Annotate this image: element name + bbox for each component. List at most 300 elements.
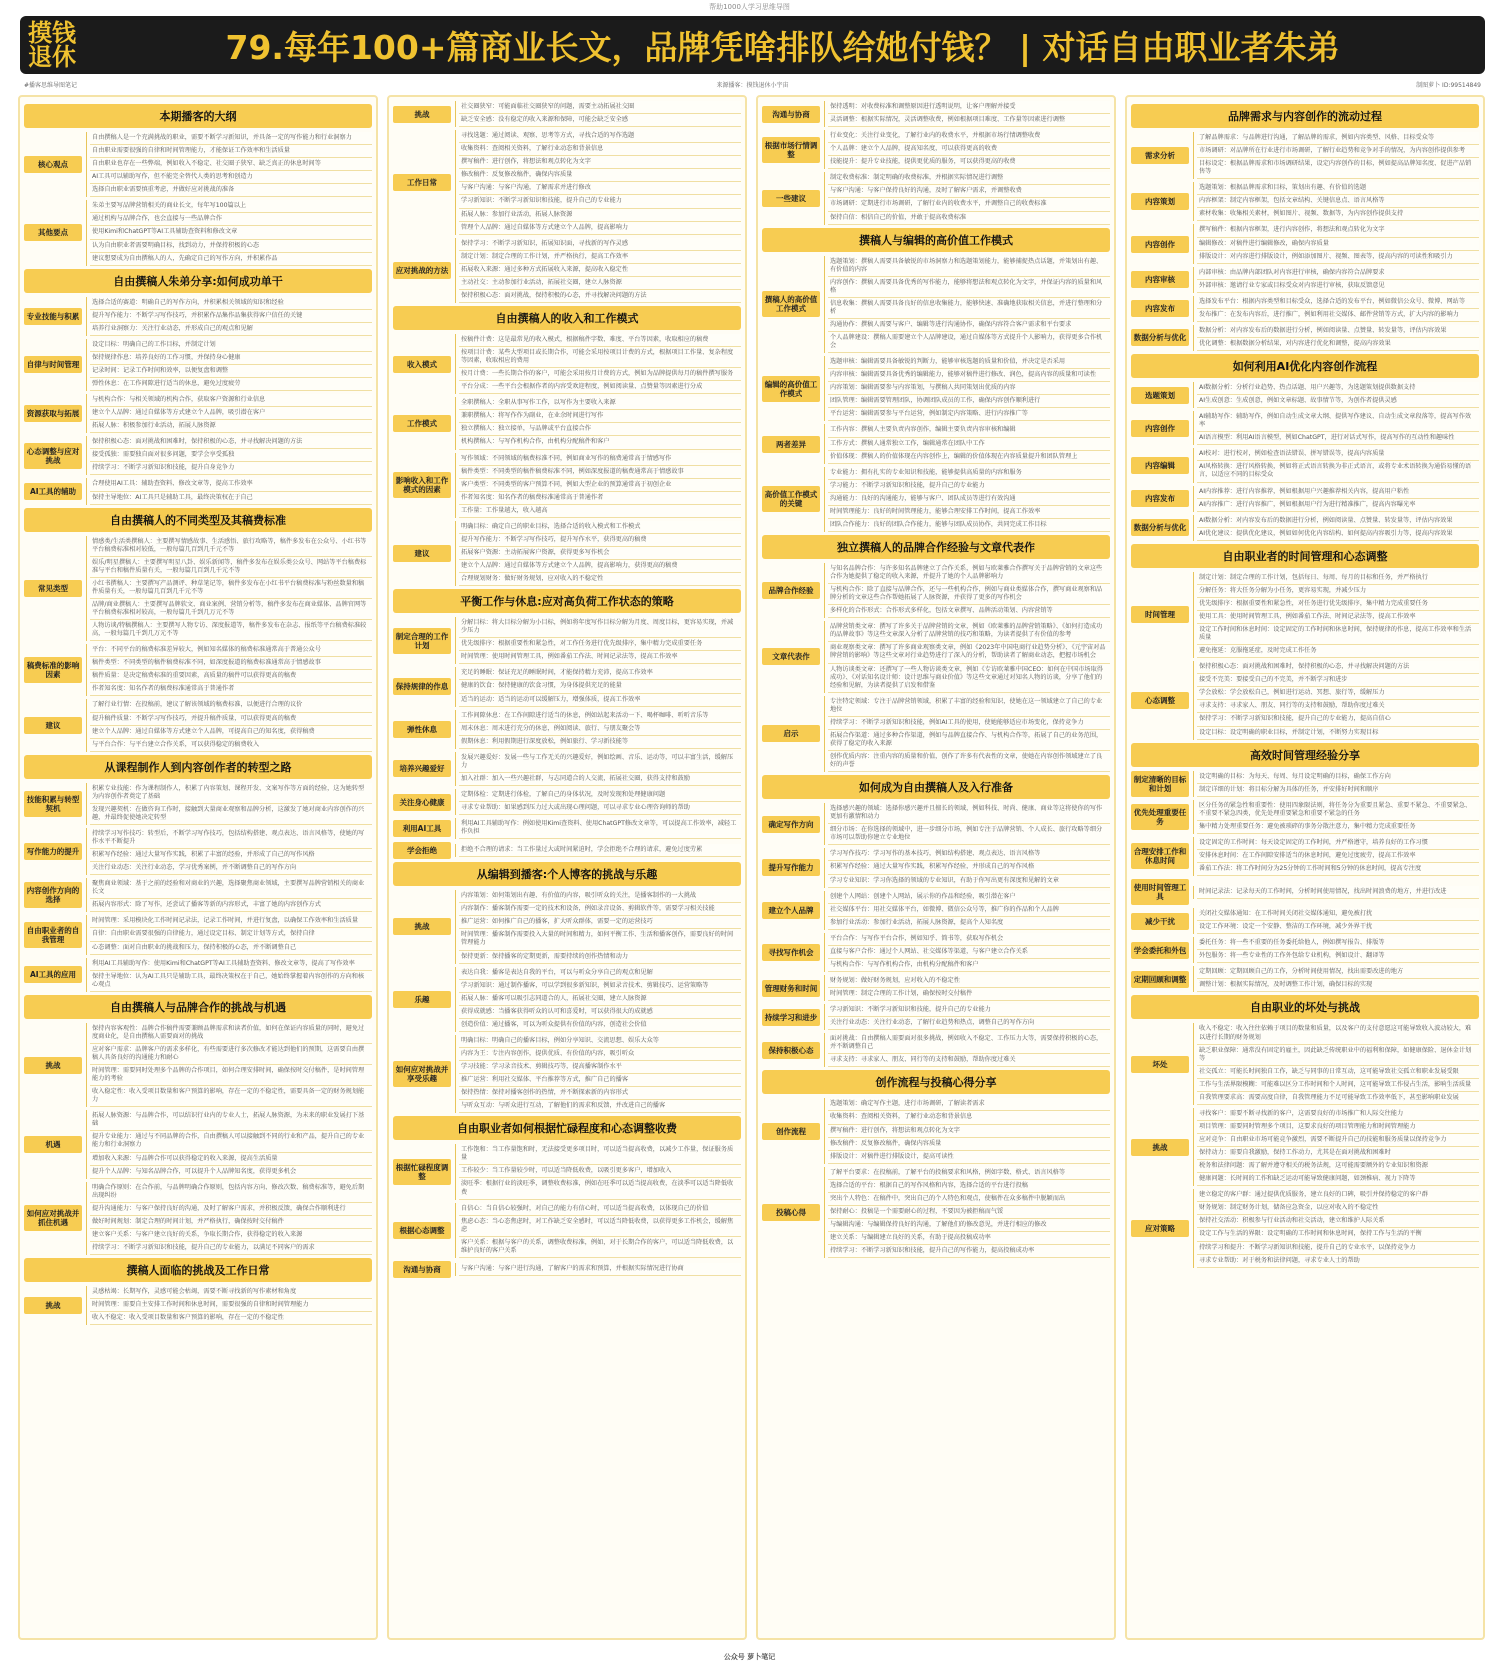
topic-group	[393, 130, 741, 235]
topic-item: 学习新知识：不断学习新知识和技能，提升自己的专业能力	[459, 195, 741, 208]
topic-items	[455, 334, 741, 394]
topic-items	[1193, 1023, 1479, 1104]
topic-label: 提升写作能力	[762, 859, 820, 876]
topic-group	[24, 478, 372, 504]
topic-item: 积累专业技能：作为课程制作人，积累了内容策划、课程开发、文案写作等方面的经验，这为她转型为内容创作者奠定了基础	[90, 783, 372, 804]
topic-label: 撰稿人的高价值工作模式	[762, 291, 820, 317]
topic-label: 学会委托和外包	[1131, 942, 1189, 959]
topic-item: 明确目标：确定自己的职业目标，选择合适的收入模式和工作模式	[459, 521, 741, 534]
topic-items	[86, 878, 372, 912]
hashtag-label: #播客思维导图笔记	[24, 82, 78, 89]
topic-item: 内容创作：撰稿人需要具备优秀的写作能力，能够将想法和观点转化为文字，并保证内容的质量和风格	[828, 277, 1110, 298]
topic-group	[1131, 1189, 1479, 1267]
topic-items	[824, 975, 1110, 1001]
topic-items	[824, 256, 1110, 354]
topic-label: 内容审核	[1131, 271, 1189, 288]
topic-label: 挑战	[24, 1057, 82, 1074]
page-title: 79.每年100+篇商业长文，品牌凭啥排队给她付钱？ | 对话自由职业者朱弟	[225, 27, 1340, 67]
topic-item: 社交孤立：可能长时间独自工作，缺乏与同事的日常互动，这可能导致社交孤立和职业发展受限	[1197, 1066, 1479, 1079]
section-title: 撰稿人与编辑的高价值工作模式	[762, 228, 1110, 252]
topic-item: 平台：不同平台的稿费标准差异较大，例如知名媒体的稿费标准通常高于普通公众号	[90, 644, 372, 657]
topic-item: 分解目标：将大目标分解为小目标，例如将年度写作目标分解为月度、周度目标，更容易实现，并减少压力	[459, 617, 741, 638]
topic-items	[824, 172, 1110, 224]
topic-group	[762, 975, 1110, 1001]
topic-label: 技能积累与转型契机	[24, 791, 82, 817]
topic-item: 表达自我：播客是表达自我的平台，可以与听众分享自己的观点和见解	[459, 967, 741, 980]
topic-label: 影响收入和工作模式的因素	[393, 472, 451, 498]
topic-item: 适当的运动：适当的运动可以缓解压力，增强体质，提高工作效率	[459, 694, 741, 707]
topic-group	[1131, 771, 1479, 797]
topic-group	[1131, 382, 1479, 408]
topic-item: 合理规划财务：做好财务规划，应对收入的不稳定性	[459, 573, 741, 586]
topic-label: 制定合理的工作计划	[393, 628, 451, 654]
topic-item: 撰写稿件：进行创作，将想法和观点转化为文字	[459, 156, 741, 169]
topic-label: 高价值工作模式的关键	[762, 486, 820, 512]
topic-item: 优先级排序：根据重要性和紧急性，对工作任务进行优先级排序，集中精力完成重要任务	[459, 638, 741, 651]
topic-group	[393, 842, 741, 859]
topic-items	[1193, 132, 1479, 179]
topic-item: 积累写作经验：通过大量写作实践，积累写作经验，并形成自己的写作风格	[828, 861, 1110, 874]
topic-label: 内容创作	[1131, 420, 1189, 437]
topic-label: 内容编辑	[1131, 457, 1189, 474]
topic-item: 内容制作：播客制作需要一定的技术和设备，例如录音设备、剪辑软件等，需要学习相关技能	[459, 903, 741, 916]
topic-item: AI辅助写作：辅助写作，例如自动生成文章大纲、提供写作建议、自动生成文章段落等，提高写作效率	[1197, 411, 1479, 432]
topic-item: 弹性休息：在工作间隙进行适当的休息，避免过度疲劳	[90, 378, 372, 391]
topic-item: 持续学习：不断学习新知识和技能，提升自己的专业能力，以满足不同客户的需求	[90, 1242, 372, 1255]
topic-group	[762, 1098, 1110, 1163]
topic-items	[86, 644, 372, 696]
topic-item: 自由职业需要很强的自律和时间管理能力，才能保证工作效率和生活质量	[90, 145, 372, 158]
topic-item: 管理个人品牌：通过自媒体等方式建立个人品牌，提高影响力	[459, 222, 741, 235]
topic-items	[455, 521, 741, 586]
topic-item: 利用AI工具辅助写作：使用Kimi和ChatGPT等AI工具辅助查资料、修改文章等，提高了写作效率	[90, 958, 372, 971]
topic-item: 项目管理：需要同时管理多个项目，这要求良好的项目管理能力和时间管理能力	[1197, 1121, 1479, 1134]
topic-group	[1131, 267, 1479, 293]
topic-item: 优化调整：根据数据分析结果，对内容进行优化和调整，提高内容效果	[1197, 338, 1479, 351]
topic-item: 时间管理：制定合理的工作计划，确保按时交付稿件	[828, 988, 1110, 1001]
topic-item: 设定工作环境：设定一个安静、整洁的工作环境，减少外界干扰	[1197, 921, 1479, 934]
topic-group	[1131, 837, 1479, 876]
section-title: 独立撰稿人的品牌合作经验与文章代表作	[762, 535, 1110, 559]
topic-item: 保持热情：保持对播客创作的热情，并不断探索新的内容形式	[459, 1087, 741, 1100]
topic-group	[393, 1203, 741, 1258]
topic-label: 如何应对挑战并抓住机遇	[24, 1205, 82, 1231]
topic-group	[1131, 661, 1479, 739]
topic-items	[455, 101, 741, 127]
topic-group	[1131, 879, 1479, 905]
topic-item: 团队管理：编辑需要管理团队，协调团队成员的工作，确保内容创作顺利进行	[828, 395, 1110, 408]
topic-items	[86, 1286, 372, 1325]
topic-item: 建议想要成为自由撰稿人的人，先确定自己的写作方向，并积累作品	[90, 253, 372, 266]
topic-label: 内容创作	[1131, 236, 1189, 253]
topic-group	[1131, 182, 1479, 221]
topic-group	[762, 256, 1110, 354]
topic-label: 资源获取与拓展	[24, 405, 82, 422]
topic-label: 应对挑战的方法	[393, 262, 451, 279]
topic-item: 合理使用AI工具：辅助查资料、修改文章等，提高工作效率	[90, 478, 372, 491]
topic-item: 修改稿件：反复修改稿件，确保内容质量	[828, 1138, 1110, 1151]
topic-item: 区分任务的紧急性和重要性：使用四象限法则，将任务分为重要且紧急、重要不紧急、不重要紧急、不重要不紧急四类，优先处理重要紧急和重要不紧急的任务	[1197, 800, 1479, 821]
topic-label: 常见类型	[24, 580, 82, 597]
topic-item: 推广运营：如何推广自己的播客，扩大听众群体，需要一定的运营技巧	[459, 916, 741, 929]
topic-group	[393, 752, 741, 786]
topic-item: 工作饱和：当工作量饱和时，无法接受更多项目时，可以适当提高收费，以减少工作量，保证服务质量	[459, 1144, 741, 1165]
topic-group	[24, 828, 372, 875]
section-title: 高效时间管理经验分享	[1131, 743, 1479, 767]
topic-group	[24, 1182, 372, 1255]
topic-label: 使用时间管理工具	[1131, 879, 1189, 905]
topic-label: 心态调整与应对挑战	[24, 443, 82, 469]
topic-label: 根据心态调整	[393, 1222, 451, 1239]
section-title: 自由职业的坏处与挑战	[1131, 995, 1479, 1019]
topic-items	[824, 424, 1110, 463]
topic-label: 内容创作方向的选择	[24, 882, 82, 908]
topic-label: 培养兴趣爱好	[393, 760, 451, 777]
topic-item: 行业变化：关注行业变化，了解行业内的收费水平，并根据市场行情调整收费	[828, 130, 1110, 143]
topic-item: 时间管理：需要自主安排工作时间和休息时间，需要很强的自律和时间管理能力	[90, 1299, 372, 1312]
topic-group	[393, 1261, 741, 1278]
topic-items	[824, 803, 1110, 845]
topic-label: 选题策划	[1131, 387, 1189, 404]
topic-label: 沟通与协商	[393, 1261, 451, 1278]
topic-item: AI数据分析：分析行业趋势、热点话题、用户兴趣等，为选题策划提供数据支持	[1197, 382, 1479, 395]
topic-item: 时间管理：播客制作需要投入大量的时间和精力，如何平衡工作、生活和播客创作，需要良好的时间管理能力	[459, 929, 741, 950]
topic-label: 工作模式	[393, 415, 451, 432]
top-caption: 帮助1000人学习思维导图	[709, 3, 790, 11]
topic-group	[24, 878, 372, 912]
topic-label: 坏处	[1131, 1056, 1189, 1073]
topic-item: 假期休息：利用假期进行深度放松，例如旅行、学习新技能等	[459, 736, 741, 749]
topic-label: 两者差异	[762, 436, 820, 453]
topic-item: 设定目标：明确自己的工作目标，并制定计划	[90, 339, 372, 352]
topic-item: 拓展收入来源：通过多种方式拓展收入来源，提高收入稳定性	[459, 264, 741, 277]
topic-group	[393, 453, 741, 518]
topic-item: 内容框架：制定内容框架，包括文章结构、关键信息点、语言风格等	[1197, 195, 1479, 208]
section-title: 从编辑到播客:个人博客的挑战与乐趣	[393, 862, 741, 886]
topic-item: 制定计划：制定合理的工作计划，包括每日、每周、每月的目标和任务，并严格执行	[1197, 572, 1479, 585]
topic-item: 制定详细的计划：将目标分解为具体的任务，并安排好时间和顺序	[1197, 784, 1479, 797]
topic-item: 接受孤独：需要独自面对很多问题，要学会享受孤独	[90, 449, 372, 462]
topic-item: 内容策划：如何策划出有趣、有价值的内容，吸引听众的关注，是播客制作的一大挑战	[459, 890, 741, 903]
topic-item: 与客户沟通：与客户保持良好的沟通，及时了解客户需求，并调整收费	[828, 185, 1110, 198]
topic-item: 创造价值：通过播客，可以为听众提供有价值的内容，创造社会价值	[459, 1019, 741, 1032]
topic-item: 拓展人脉：积极参加行业活动，拓展人脉资源	[90, 420, 372, 433]
topic-item: 明确目标：明确自己的播客目标，例如分享知识、交流思想、娱乐大众等	[459, 1035, 741, 1048]
topic-item: 商业观察类文章：撰写了许多商业观察类文章，例如《2023年中国电商行业趋势分析》、《元宇宙对品牌营销的影响》等这些文章对行业趋势进行了深入的分析，帮助读者了解商业动态，把握市场机会	[828, 642, 1110, 663]
topic-group	[762, 356, 1110, 421]
topic-group	[762, 803, 1110, 845]
section-title: 自由撰稿人朱弟分享:如何成功单干	[24, 269, 372, 293]
topic-label: 挑战	[1131, 1139, 1189, 1156]
topic-item: 客户关系：根据与客户的关系，调整收费标准，例如，对于长期合作的客户，可以适当降低收费，以维护良好的客户关系	[459, 1237, 741, 1258]
topic-item: 多样化的合作形式：合作形式多样化，包括文章撰写、品牌活动策划、内容营销等	[828, 605, 1110, 618]
topic-item: 独立撰稿人：独立接单，与品牌或平台直接合作	[459, 423, 741, 436]
topic-item: 寻找客户：需要不断寻找新的客户，这需要良好的市场推广和人际交往能力	[1197, 1108, 1479, 1121]
topic-item: 撰写稿件：根据内容框架，进行内容创作，将想法和观点转化为文字	[1197, 224, 1479, 237]
topic-item: 工作方式：撰稿人通常独立工作，编辑通常在团队中工作	[828, 438, 1110, 451]
topic-item: 与客户沟通：与客户沟通，了解需求并进行修改	[459, 182, 741, 195]
topic-label: 挑战	[393, 918, 451, 935]
topic-group	[762, 621, 1110, 692]
topic-group	[393, 1144, 741, 1199]
topic-group	[762, 563, 1110, 618]
topic-item: 工作较少：当工作量较少时，可以适当降低收费，以吸引更多客户，增加收入	[459, 1165, 741, 1178]
topic-item: 拓展客户资源：主动拓展客户资源，获得更多写作机会	[459, 547, 741, 560]
topic-group	[762, 1167, 1110, 1258]
section-title: 创作流程与投稿心得分享	[762, 1070, 1110, 1094]
topic-item: 保持社交活动：积极参与行业活动和社交活动，建立和维护人际关系	[1197, 1215, 1479, 1228]
topic-label: 优先处理重要任务	[1131, 804, 1189, 830]
topic-items	[1193, 908, 1479, 934]
topic-items	[455, 1035, 741, 1113]
topic-item: 客户类型：不同类型的客户预算不同，例如大型企业的预算通常高于初创企业	[459, 479, 741, 492]
topic-items	[1193, 837, 1479, 876]
section-title: 从课程制作人到内容创作者的转型之路	[24, 755, 372, 779]
topic-item: 与机构合作：与写作机构合作，由机构分配稿件和客户	[828, 959, 1110, 972]
topic-label: 内容发布	[1131, 490, 1189, 507]
topic-group	[762, 696, 1110, 772]
topic-label: 时间管理	[1131, 606, 1189, 623]
topic-item: 灵感枯竭：长期写作，灵感可能会枯竭，需要不断寻找新的写作素材和角度	[90, 1286, 372, 1299]
topic-item: 保持透明：对收费标准和调整原因进行透明说明，让客户理解并接受	[828, 101, 1110, 114]
topic-item: 主动社交：主动参加行业活动，拓展社交圈，建立人脉资源	[459, 277, 741, 290]
topic-item: 寻求支持：寻求家人、朋友、同行等的支持和鼓励，帮助你度过难关	[1197, 700, 1479, 713]
topic-item: 个人品牌：建立个人品牌，提高知名度，可以获得更高的收费	[828, 143, 1110, 156]
topic-items	[824, 130, 1110, 169]
topic-item: 健康问题：长时间的工作和缺乏运动可能导致健康问题，如颈椎病、视力下降等	[1197, 1173, 1479, 1186]
topic-item: 选择合适的平台：根据自己的写作风格和内容，选择合适的平台进行投稿	[828, 1180, 1110, 1193]
topic-group	[1131, 966, 1479, 992]
topic-group	[1131, 937, 1479, 963]
topic-label: 保持积极心态	[762, 1042, 820, 1059]
topic-item: 财务规划：做好财务规划，应对收入的不稳定性	[828, 975, 1110, 988]
topic-item: AI内容推广：进行内容推广，例如根据用户行为进行精准推广，提高内容曝光率	[1197, 499, 1479, 512]
section-title: 如何利用AI优化内容创作流程	[1131, 354, 1479, 378]
topic-item: 建立个人品牌：通过自媒体等方式建立个人品牌，吸引潜在客户	[90, 407, 372, 420]
topic-item: 保持主导地位：AI工具只是辅助工具，最终决策权在于自己	[90, 492, 372, 505]
topic-label: 核心观点	[24, 156, 82, 173]
topic-item: 持续学习和提升：不断学习新知识和技能，提升自己的专业水平，以保持竞争力	[1197, 1242, 1479, 1255]
topic-item: 保持积极心态：面对挑战和困难时，保持积极的心态，并寻找解决问题的方法	[1197, 661, 1479, 674]
topic-item: AI优化建议：提供优化建议，例如如何优化内容结构、如何提高内容吸引力等，提高内容效果	[1197, 528, 1479, 541]
topic-group	[762, 1033, 1110, 1067]
topic-items	[824, 1167, 1110, 1258]
topic-item: 学会放松：学会放松自己，例如进行运动、冥想、旅行等，缓解压力	[1197, 687, 1479, 700]
topic-item: 做好时间规划：制定合理的时间计划，并严格执行，确保按时交付稿件	[90, 1216, 372, 1229]
topic-item: 稿件质量：是决定稿费标准的重要因素，高质量的稿件可以获得更高的稿费	[90, 670, 372, 683]
topic-items	[455, 238, 741, 303]
topic-item: 作者知名度：知名作者的稿费标准通常高于普通作者	[459, 492, 741, 505]
topic-item: 人物访谈类文章：还撰写了一些人物访谈类文章，例如《专访欧莱雅中国CEO：如何在中国市场取得成功》、《对话知名设计师：设计思维与商业价值》等这些文章通过对知名人物的访谈，分享了他们的经验和见解，为读者提供了启发和借鉴	[828, 664, 1110, 693]
topic-label: 管理财务和时间	[762, 980, 820, 997]
topic-group	[24, 644, 372, 696]
topic-item: 选题审核：编辑需要具备敏锐的判断力，能够审核选题的质量和价值，并决定是否采用	[828, 356, 1110, 369]
topic-group	[762, 130, 1110, 169]
topic-items	[455, 1203, 741, 1258]
topic-item: AI工具可以辅助写作，但不能完全替代人类的思考和创造力	[90, 171, 372, 184]
section-title: 平衡工作与休息:应对高负荷工作状态的策略	[393, 589, 741, 613]
topic-item: 自由撰稿人是一个充满挑战的职业，需要不断学习新知识，并具备一定的写作能力和行业洞察力	[90, 132, 372, 145]
topic-item: 专注特定领域：专注于品牌营销领域，积累了丰富的经验和知识，使她在这一领域建立了自己的专业地位	[828, 696, 1110, 717]
topic-item: 寻找选题：通过阅读、观察、思考等方式，寻找合适的写作选题	[459, 130, 741, 143]
topic-item: 面对挑战：自由撰稿人需要面对很多挑战，例如收入不稳定、工作压力大等，需要保持积极的心态，并不断调整自己	[828, 1033, 1110, 1054]
topic-label: 编辑的高价值工作模式	[762, 376, 820, 402]
topic-item: 保持积极心态：面对挑战和困难时，保持积极的心态，并寻找解决问题的方法	[90, 436, 372, 449]
topic-item: 保持动力：需要自我激励，保持工作动力，尤其是在面对挑战和困难时	[1197, 1147, 1479, 1160]
topic-items	[455, 710, 741, 749]
topic-items	[86, 297, 372, 336]
topic-group	[1131, 515, 1479, 541]
topic-item: 保持内容客观性：品牌合作稿件需要兼顾品牌需求和读者价值，如何在保证内容质量的同时，避免过度商业化，是自由撰稿人需要面对的挑战	[90, 1023, 372, 1044]
topic-item: 排版设计：对内容进行排版设计，例如添加图片、视频、图表等，提高内容的可读性和吸引力	[1197, 251, 1479, 264]
topic-label: 收入模式	[393, 356, 451, 373]
topic-item: 建立关系：与编辑建立良好的关系，有助于提高投稿成功率	[828, 1232, 1110, 1245]
topic-group	[393, 521, 741, 586]
topic-label: 内容策划	[1131, 193, 1189, 210]
topic-item: 与机构合作：与相关领域的机构合作，获取客户资源和行业信息	[90, 394, 372, 407]
topic-item: 平台合作：与写作平台合作，例如知乎、简书等，获取写作机会	[828, 933, 1110, 946]
topic-item: 内部审核：由品牌内部团队对内容进行审核，确保内容符合品牌要求	[1197, 267, 1479, 280]
topic-items	[1193, 937, 1479, 963]
topic-item: 品牌营销类文章：撰写了许多关于品牌营销的文章，例如《欧莱雅的品牌营销策略》、《如何打造成功的品牌故事》等这些文章深入分析了品牌营销的技巧和策略，为读者提供了有价值的参考	[828, 621, 1110, 642]
topic-item: 聚焦商业领域：基于之前的经验和对商业的兴趣，选择聚焦商业领域，主要撰写品牌营销相关的商业长文	[90, 878, 372, 899]
topic-item: 心态调整：面对自由职业的挑战和压力，保持积极的心态，并不断调整自己	[90, 942, 372, 955]
topic-item: 缺乏安全感：没有稳定的收入来源和保障，可能会缺乏安全感	[459, 114, 741, 127]
topic-group	[24, 783, 372, 825]
topic-group	[24, 339, 372, 391]
topic-item: 通过机构与品牌合作，也会直接与一些品牌合作	[90, 213, 372, 226]
topic-label: 应对策略	[1131, 1220, 1189, 1237]
topic-item: 提升专业能力：通过与不同品牌的合作，自由撰稿人可以接触到不同的行业和产品，提升自己的专业能力和行业洞察力	[90, 1131, 372, 1152]
topic-items	[1193, 771, 1479, 797]
topic-label: 寻找写作机会	[762, 944, 820, 961]
topic-items	[1193, 382, 1479, 408]
topic-item: 外包服务：将一些专业性的工作外包给专业机构，例如设计、翻译等	[1197, 950, 1479, 963]
topic-label: 心态调整	[1131, 692, 1189, 709]
topic-item: 娱乐/明星撰稿人：主要撰写明星八卦、娱乐新闻等，稿件多发布在娱乐类公众号、网站等平台稿费标准与平台和稿件质量有关，一般每篇几百到几千元不等	[90, 557, 372, 578]
topic-item: 设定目标：设定明确的职业目标，并制定计划，不断努力实现目标	[1197, 727, 1479, 740]
topic-items	[86, 436, 372, 475]
topic-items	[1193, 182, 1479, 221]
topic-item: 选题策划：根据品牌需求和目标，策划出有趣、有价值的选题	[1197, 182, 1479, 195]
topic-label: 数据分析与优化	[1131, 519, 1189, 536]
topic-item: AI语言模型：利用AI语言模型，例如ChatGPT，进行对话式写作，提高写作的互动性和趣味性	[1197, 432, 1479, 445]
topic-item: 培养行业洞察力：关注行业动态，并形成自己的观点和见解	[90, 323, 372, 336]
topic-label: 根据忙碌程度调整	[393, 1159, 451, 1185]
topic-items	[1193, 572, 1479, 658]
topic-group	[762, 848, 1110, 887]
topic-item: AI风格转换：进行风格转换，例如将正式语言转换为非正式语言，或将专业术语转换为通俗易懂的语言，以适应不同的目标受众	[1197, 461, 1479, 482]
topic-items	[824, 848, 1110, 887]
topic-item: 拓展合作渠道：通过多种合作渠道，例如与品牌直接合作、与机构合作等，拓展了自己的业务范围，获得了稳定的收入来源	[828, 730, 1110, 751]
topic-item: 避免拖延：克服拖延症，及时完成工作任务	[1197, 645, 1479, 658]
topic-item: 稿件类型：不同类型的稿件稿费标准不同，如深度报道的稿费标准通常高于情感故事	[90, 657, 372, 670]
topic-items	[824, 1004, 1110, 1030]
topic-item: 提升写作能力：不断学习写作技巧，提升写作水平，获得更高的稿费	[459, 534, 741, 547]
topic-item: 缺乏职业保障：通常没有固定的雇主，因此缺乏传统职业中的福利和保障，如健康保险、退休金计划等	[1197, 1045, 1479, 1066]
topic-item: 与客户沟通：与客户进行沟通，了解客户的需求和预算，并根据实际情况进行协商	[459, 1263, 741, 1276]
topic-items	[824, 1098, 1110, 1163]
topic-item: 加入社群：加入一些兴趣社群，与志同道合的人交流，拓展社交圈，获得支持和鼓励	[459, 773, 741, 786]
topic-item: 与编辑沟通：与编辑保持良好的沟通，了解他们的修改意见，并进行相应的修改	[828, 1219, 1110, 1232]
topic-item: 数据分析：对内容发布后的数据进行分析，例如阅读量、点赞量、转发量等，评估内容效果	[1197, 325, 1479, 338]
topic-item: 平台分成：一些平台会根据作者的内容受欢迎程度，例如阅读量、点赞量等因素进行分成	[459, 381, 741, 394]
topic-item: 建立稳定的客户群：通过提供优质服务，建立良好的口碑，吸引并保持稳定的客户群	[1197, 1189, 1479, 1202]
topic-label: 内容发布	[1131, 300, 1189, 317]
topic-item: 优先级排序：根据重要性和紧急性，对任务进行优先级排序，集中精力完成重要任务	[1197, 598, 1479, 611]
topic-items	[86, 783, 372, 825]
logo-char: 退	[28, 42, 52, 71]
topic-item: 周末休息：周末进行充分的休息，例如阅读、旅行、与朋友聚会等	[459, 723, 741, 736]
topic-item: 作者知名度：知名作者的稿费标准通常高于普通作者	[90, 683, 372, 696]
topic-item: 建立客户关系：与客户建立良好的关系，争取长期合作，获得稳定的收入来源	[90, 1229, 372, 1242]
topic-label: 弹性休息	[393, 721, 451, 738]
topic-item: 财务规划：制定财务计划，储备应急资金，以应对收入的不稳定性	[1197, 1202, 1479, 1215]
topic-items	[455, 967, 741, 1032]
topic-item: 时间管理：使用时间管理工具，例如番茄工作法、时间记录法等，提高工作效率	[459, 651, 741, 664]
topic-items	[455, 844, 741, 857]
topic-label: 沟通与协商	[762, 106, 820, 123]
topic-item: 收集资料：查阅相关资料，了解行业动态和背景信息	[459, 143, 741, 156]
topic-item: 了解平台要求：在投稿前，了解平台的投稿要求和风格，例如字数、格式、语言风格等	[828, 1167, 1110, 1180]
topic-item: 技能提升：提升专业技能，提供更优质的服务，可以获得更高的收费	[828, 156, 1110, 169]
topic-group	[1131, 448, 1479, 482]
topic-item: 调整计划：根据实际情况，及时调整工作计划，确保目标的实现	[1197, 979, 1479, 992]
topic-item: 应对竞争：自由职业市场可能竞争激烈，需要不断提升自己的技能和服务质量以保持竞争力	[1197, 1134, 1479, 1147]
topic-label: 建议	[393, 545, 451, 562]
topic-group	[1131, 411, 1479, 445]
topic-item: 沟通协作：撰稿人需要与客户、编辑等进行沟通协作，确保内容符合客户需求和平台要求	[828, 319, 1110, 332]
topic-item: 委托任务：将一些不重要的任务委托给他人，例如撰写报告、排版等	[1197, 937, 1479, 950]
topic-label: 根据市场行情调整	[762, 137, 820, 163]
topic-item: 拓展内容形式：除了写作，还尝试了播客等新的内容形式，丰富了她的内容创作方式	[90, 899, 372, 912]
topic-group	[1131, 325, 1479, 351]
topic-label: 文章代表作	[762, 648, 820, 665]
topic-group	[762, 933, 1110, 972]
topic-item: 自信心：当自信心较强时，对自己的能力有信心时，可以适当提高收费，以体现自己的价值	[459, 1203, 741, 1216]
topic-item: 选择发布平台：根据内容类型和目标受众，选择合适的发布平台，例如微信公众号、微博、网站等	[1197, 296, 1479, 309]
topic-group	[1131, 908, 1479, 934]
topic-item: 提升写作能力：不断学习写作技巧，并积累作品集作品集获得客户信任的关键	[90, 310, 372, 323]
topic-item: 收入不稳定：收入受项目数量和客户预算的影响，存在一定的不稳定性	[90, 1312, 372, 1325]
topic-group	[393, 890, 741, 963]
topic-label: 利用AI工具	[393, 820, 451, 837]
topic-item: 税务和法律问题：需了解并遵守相关的税务法规，这可能需要额外的专业知识和资源	[1197, 1160, 1479, 1173]
topic-item: 写作领域：不同领域的稿费标准不同，例如商业写作的稿费通常高于情感写作	[459, 453, 741, 466]
topic-item: 定期回顾：定期回顾自己的工作，分析时间使用情况，找出需要改进的地方	[1197, 966, 1479, 979]
title-banner	[20, 16, 1485, 74]
topic-item: 保持学习：不断学习新知识，拓展知识面，寻找新的写作灵感	[459, 238, 741, 251]
topic-item: 直接与客户合作：通过个人网站、社交媒体等渠道，与客户建立合作关系	[828, 946, 1110, 959]
topic-group	[393, 238, 741, 303]
topic-label: 品牌合作经验	[762, 582, 820, 599]
topic-item: 朱弟主要写品牌营销相关的商业长文，每年写100篇以上	[90, 200, 372, 213]
topic-item: 使用工具：使用时间管理工具，例如番茄工作法、时间记录法等，提高工作效率	[1197, 611, 1479, 624]
topic-item: 制定计划：制定合理的工作计划，并严格执行，提高工作效率	[459, 251, 741, 264]
topic-label: 制定清晰的目标和计划	[1131, 771, 1189, 797]
topic-group	[762, 424, 1110, 463]
topic-items	[824, 467, 1110, 532]
topic-group	[24, 1023, 372, 1108]
topic-item: 增加收入来源：与品牌合作可以获得稳定的收入来源，提高生活质量	[90, 1153, 372, 1166]
topic-items	[1193, 325, 1479, 351]
topic-label: 机遇	[24, 1136, 82, 1153]
topic-item: 集中精力处理重要任务：避免被琐碎的事务分散注意力，集中精力完成重要任务	[1197, 821, 1479, 834]
topic-item: 关注行业动态：关注行业动态，学习优秀案例，并不断调整自己的写作方向	[90, 862, 372, 875]
topic-item: 提升个人品牌：与知名品牌合作，可以提升个人品牌知名度，获得更多机会	[90, 1166, 372, 1179]
topic-group	[393, 101, 741, 127]
topic-group	[24, 394, 372, 433]
